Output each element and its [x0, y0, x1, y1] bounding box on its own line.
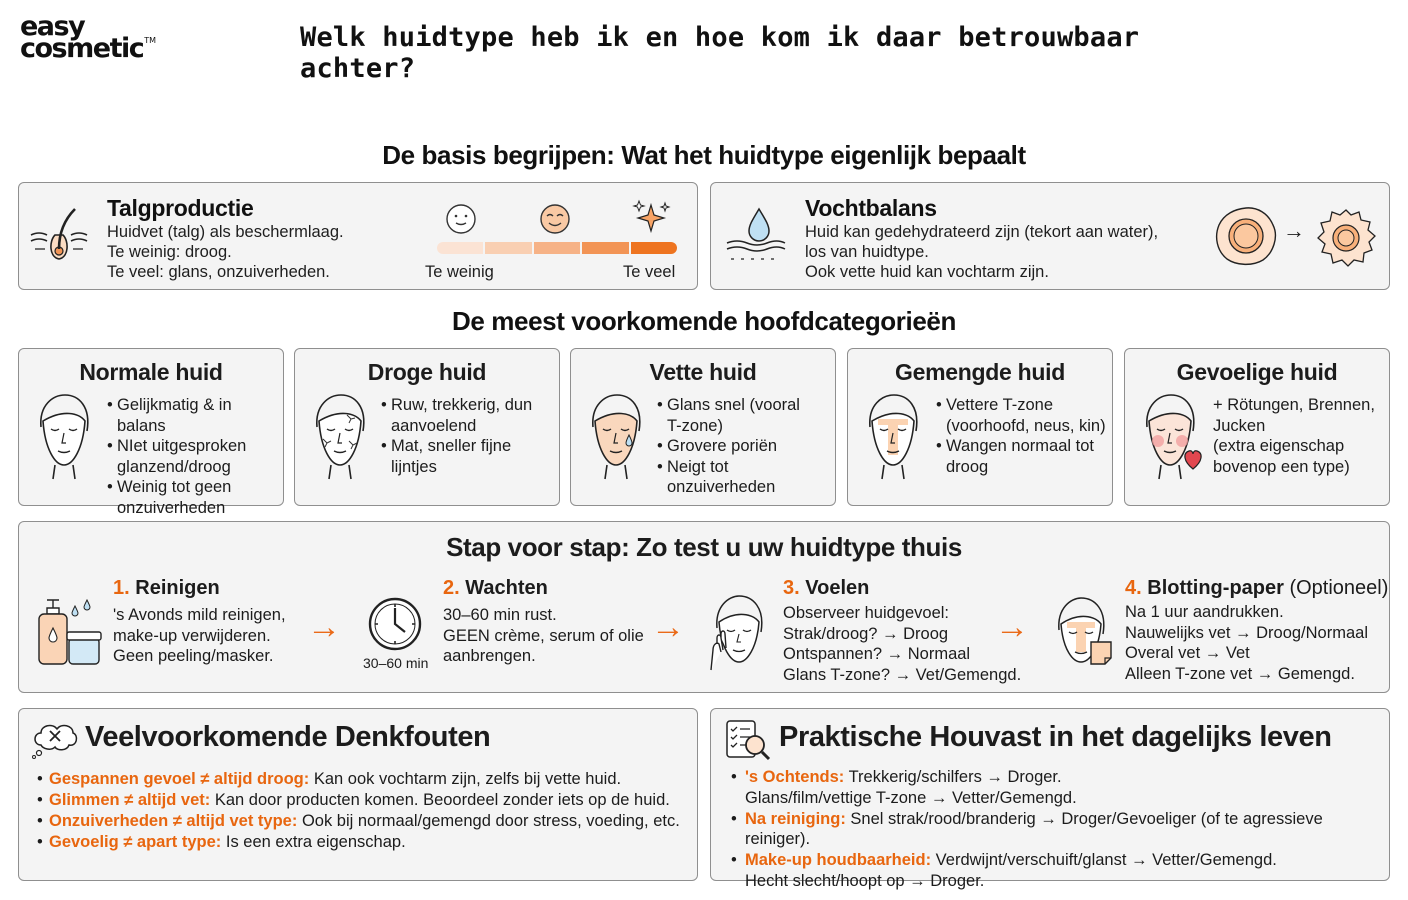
scale-segment	[437, 242, 483, 254]
logo-trademark: TM	[144, 36, 157, 46]
vocht-title: Vochtbalans	[805, 195, 937, 221]
bullet-item: • Weinig tot geen onzuiverheden	[107, 477, 283, 518]
misconceptions-card	[18, 708, 698, 881]
clock-icon	[367, 596, 423, 652]
face-oily-icon	[585, 391, 647, 481]
bullet-item: • Grovere poriën	[657, 436, 800, 457]
skin-type-card-sensitive	[1124, 348, 1390, 506]
scale-segment	[582, 242, 628, 254]
section-heading-categories: De meest voorkomende hoofdcategorieën	[452, 306, 956, 336]
blotting-paper-icon	[1051, 596, 1115, 668]
step-description: 's Avonds mild reinigen, make-up verwijderen. Geen peeling/masker.	[113, 606, 286, 665]
bullet-item: • Mat, sneller fijne lijntjes	[381, 436, 532, 477]
list-item: • Na reiniging: Snel strak/rood/branderig → Droger/Gevoeliger (of te agressieve reiniger).	[731, 809, 1323, 849]
skin-type-card-normal	[18, 348, 284, 517]
list-item: • Make-up houdbaarheid: Verdwijnt/verschuift/glanst → Vetter/Gemengd. Hecht slecht/hoopt op → Droger.	[731, 851, 1277, 890]
step-description: 30–60 min rust. GEEN crème, serum of olie aanbrengen.	[443, 606, 644, 665]
skin-type-title: Gemengde huid	[895, 359, 1065, 385]
brand-logo[interactable]	[20, 11, 157, 65]
vocht-line-2: los van huidtype.	[805, 243, 929, 261]
scale-segment	[631, 242, 677, 254]
list-item: • 's Ochtends: Trekkerig/schilfers → Droger. Glans/film/vettige T-zone → Vetter/Gemengd.	[731, 768, 1077, 807]
dehydrated-cell-icon	[1315, 207, 1377, 267]
arrow-right-icon: →	[307, 608, 341, 646]
list-item: • Onzuiverheden ≠ altijd vet type: Ook bij normaal/gemengd door stress, voeding, etc.	[37, 812, 680, 830]
skin-type-title: Gevoelige huid	[1176, 359, 1338, 385]
bullet-item: • Neigt tot onzuiverheden	[657, 457, 800, 498]
misconceptions-title: Veelvoorkomende Denkfouten	[85, 721, 491, 753]
step-description: Na 1 uur aandrukken. Nauwelijks vet → Droog/Normaal Overal vet → Vet Alleen T-zone vet → Gemengd.	[1125, 603, 1368, 683]
arrow-right-icon: →	[995, 608, 1029, 646]
vocht-line-1: Huid kan gedehydrateerd zijn (tekort aan water),	[805, 223, 1159, 241]
step-title: 4. Blotting-paper (Optioneel)	[1125, 577, 1389, 599]
talg-line-1: Huidvet (talg) als beschermlaag.	[107, 223, 344, 241]
cleanser-bottles-icon	[33, 596, 103, 668]
skin-type-card-combination	[847, 348, 1113, 506]
bullet-item: • NIet uitgesproken glanzend/droog	[107, 436, 283, 477]
misconceptions-list	[37, 769, 680, 853]
skin-type-card-oily	[570, 348, 836, 506]
page-title: Welk huidtype heb ik en hoe kom ik daar betrouwbaar achter?	[300, 22, 1140, 84]
step-title: 2. Wachten	[443, 577, 548, 599]
clock-label: 30–60 min	[363, 655, 429, 671]
vocht-line-3: Ook vette huid kan vochtarm zijn.	[805, 263, 1049, 281]
arrow-right-icon: →	[1283, 218, 1305, 243]
face-combination-icon	[862, 391, 924, 481]
logo-line-1: easy	[20, 11, 85, 42]
glowing-face-icon	[539, 203, 571, 235]
scale-high-label: Te veel	[623, 263, 676, 281]
talg-scale-bar	[437, 242, 677, 254]
skin-type-card-dry	[294, 348, 560, 506]
home-test-card	[18, 521, 1390, 693]
section-heading-basics: De basis begrijpen: Wat het huidtype eigenlijk bepaalt	[382, 140, 1026, 170]
face-sensitive-icon	[1139, 391, 1209, 481]
bullet-item: • Vettere T-zone (voorhoofd, neus, kin)	[936, 395, 1106, 436]
bullet-item: • Glans snel (vooral T-zone)	[657, 395, 800, 436]
scale-low-label: Te weinig	[425, 263, 494, 281]
face-dry-icon	[309, 391, 371, 481]
step-title: 3. Voelen	[783, 577, 870, 599]
list-item: • Gespannen gevoel ≠ altijd droog: Kan ook vochtarm zijn, zelfs bij vette huid.	[37, 770, 622, 788]
skin-type-title: Normale huid	[79, 359, 223, 385]
thought-bubble-x-icon	[31, 719, 79, 759]
sensitive-description: + Rötungen, Brennen, Jucken (extra eigenschap bovenop een type)	[1213, 396, 1375, 476]
bullet-item: • Wangen normaal tot droog	[936, 436, 1106, 477]
hair-follicle-icon	[29, 205, 89, 265]
face-normal-icon	[33, 391, 95, 481]
list-item: • Gevoelig ≠ apart type: Is een extra eigenschap.	[37, 833, 406, 851]
step-title: 1. Reinigen	[113, 577, 220, 599]
skin-type-title: Vette huid	[649, 359, 757, 385]
arrow-right-icon: →	[651, 608, 685, 646]
practical-tips-card	[710, 708, 1390, 890]
scale-segment	[485, 242, 531, 254]
face-touch-icon	[709, 594, 769, 672]
list-item: • Glimmen ≠ altijd vet: Kan door producten komen. Beoordeel zonder iets op de huid.	[37, 791, 670, 809]
skin-type-title: Droge huid	[367, 359, 487, 385]
logo-line-2: cosmetic	[20, 33, 144, 65]
step-description: Observeer huidgevoel: Strak/droog? → Droog Ontspannen? → Normaal Glans T-zone? → Vet/Gemengd.	[783, 604, 1022, 684]
scale-segment	[534, 242, 580, 254]
section-heading-home-test: Stap voor stap: Zo test u uw huidtype thuis	[446, 532, 962, 562]
talg-line-3: Te veel: glans, onzuiverheden.	[107, 263, 330, 281]
checklist-magnifier-icon	[725, 717, 771, 763]
practical-tips-list	[731, 767, 1389, 892]
talg-card	[18, 182, 698, 290]
vocht-card	[710, 182, 1390, 290]
sparkle-icon	[631, 199, 671, 235]
talg-line-2: Te weinig: droog.	[107, 243, 232, 261]
bullet-item: • Ruw, trekkerig, dun aanvoelend	[381, 395, 532, 436]
neutral-face-icon	[445, 203, 477, 235]
practical-tips-title: Praktische Houvast in het dagelijks leven	[779, 721, 1332, 753]
hydrated-cell-icon	[1213, 205, 1279, 267]
bullet-item: • Gelijkmatig & in balans	[107, 395, 283, 436]
water-drop-icon	[723, 205, 787, 265]
talg-title: Talgproductie	[107, 195, 254, 221]
